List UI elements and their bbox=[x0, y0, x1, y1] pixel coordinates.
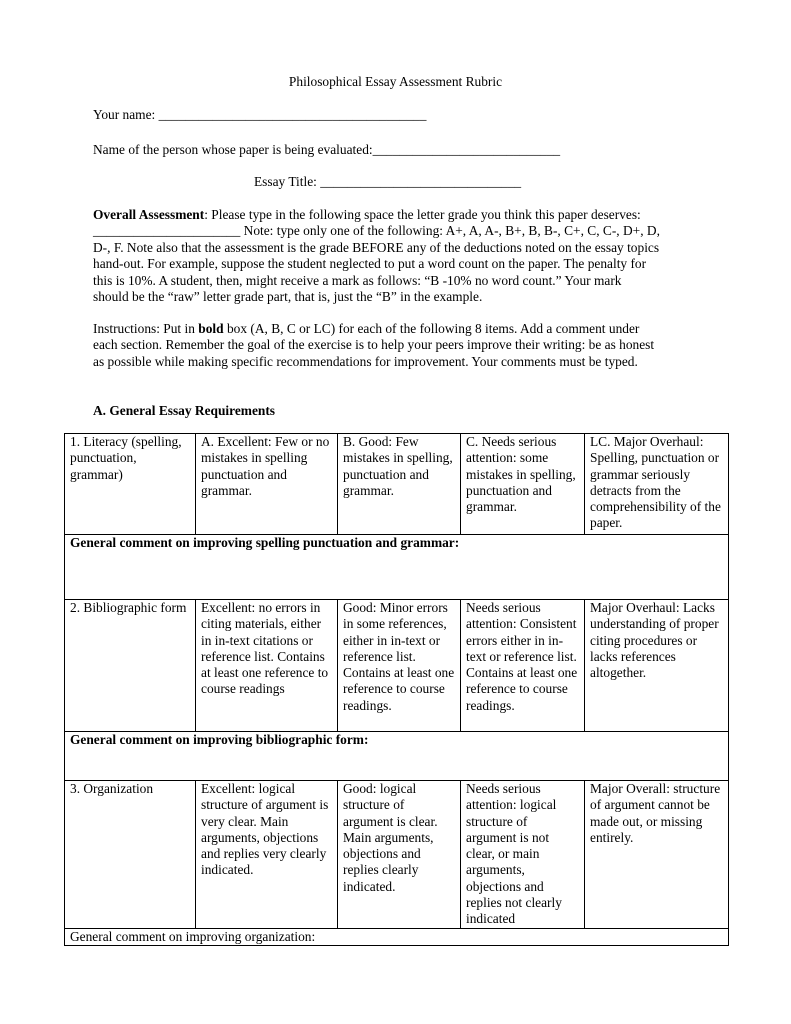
comment-cell[interactable]: General comment on improving spelling punctuation and grammar: bbox=[65, 535, 729, 600]
grade-b-cell[interactable]: Good: Minor errors in some references, either in in-text or reference list. Contains at least one reference to course readings. bbox=[338, 600, 461, 732]
criterion-cell: 2. Bibliographic form bbox=[65, 600, 196, 732]
comment-cell[interactable]: General comment on improving bibliographic form: bbox=[65, 732, 729, 781]
grade-a-cell[interactable]: Excellent: no errors in citing materials, either in in-text citations or reference list. Contains at least one reference to course readings bbox=[196, 600, 338, 732]
instructions: Instructions: Put in bold box (A, B, C or LC) for each of the following 8 items. Add a comment under each section. Remember the goal of the exercise is to help your peers improve their writing: be as honest as possible while making specific recommendations for improvement. Your comments must be typed. bbox=[93, 321, 655, 369]
rubric-table bbox=[64, 433, 729, 946]
evaluated-person-label: Name of the person whose paper is being evaluated: bbox=[93, 142, 373, 157]
section-a-heading: A. General Essay Requirements bbox=[93, 403, 276, 418]
overall-assessment: Overall Assessment: Please type in the following space the letter grade you think this paper deserves: ______________________ Note: type only one of the following: A+, A, A-, B+, B, B-, C+, C, C-, D+, D, D-, F. Note also that the assessment is the grade BEFORE any of the deductions noted on the essay topics hand-out. For example, suppose the student neglected to put a word count on the paper. The penalty for this is 10%. A student, then, might receive a mark as follows: “B -10% no word count.” Your mark should be the “raw” letter grade part, that is, just the “B” in the example. bbox=[93, 207, 660, 305]
evaluated-person-blank[interactable]: ____________________________ bbox=[372, 142, 561, 157]
your-name-blank[interactable]: ________________________________________ bbox=[158, 107, 427, 122]
rubric-row-bibliographic bbox=[65, 600, 729, 732]
criterion-cell: 1. Literacy (spelling, punctuation, grammar) bbox=[65, 434, 196, 535]
comment-row-literacy bbox=[65, 535, 729, 600]
grade-c-cell[interactable]: C. Needs serious attention: some mistakes in spelling, punctuation and grammar. bbox=[461, 434, 585, 535]
overall-grade-blank[interactable]: ______________________ bbox=[93, 223, 241, 239]
overall-assessment-heading: Overall Assessment bbox=[93, 207, 205, 222]
comment-row-bibliographic bbox=[65, 732, 729, 781]
grade-lc-cell[interactable]: LC. Major Overhaul: Spelling, punctuation or grammar seriously detracts from the comprehensibility of the paper. bbox=[585, 434, 729, 535]
evaluated-person-field[interactable] bbox=[93, 142, 560, 158]
comment-cell[interactable]: General comment on improving organization: bbox=[65, 929, 729, 946]
grade-lc-cell[interactable]: Major Overall: structure of argument cannot be made out, or missing entirely. bbox=[585, 781, 729, 929]
rubric-row-literacy bbox=[65, 434, 729, 535]
rubric-row-organization bbox=[65, 781, 729, 929]
grade-c-cell[interactable]: Needs serious attention: logical structure of argument is not clear, or main arguments, objections and replies not clearly indicated bbox=[461, 781, 585, 929]
your-name-field[interactable] bbox=[93, 107, 426, 123]
comment-row-organization bbox=[65, 929, 729, 946]
grade-b-cell[interactable]: B. Good: Few mistakes in spelling, punctuation and grammar. bbox=[338, 434, 461, 535]
your-name-label: Your name: bbox=[93, 107, 156, 122]
essay-title-blank[interactable]: ______________________________ bbox=[320, 174, 522, 189]
essay-title-label: Essay Title: bbox=[254, 174, 317, 189]
grade-b-cell[interactable]: Good: logical structure of argument is clear. Main arguments, objections and replies clearly indicated. bbox=[338, 781, 461, 929]
page-title: Philosophical Essay Assessment Rubric bbox=[288, 74, 503, 89]
grade-a-cell[interactable]: Excellent: logical structure of argument is very clear. Main arguments, objections and replies very clearly indicated. bbox=[196, 781, 338, 929]
criterion-cell: 3. Organization bbox=[65, 781, 196, 929]
grade-lc-cell[interactable]: Major Overhaul: Lacks understanding of proper citing procedures or lacks references altogether. bbox=[585, 600, 729, 732]
grade-c-cell[interactable]: Needs serious attention: Consistent errors either in in-text or reference list. Contains at least one reference to course readings. bbox=[461, 600, 585, 732]
essay-title-field[interactable] bbox=[254, 174, 521, 190]
instructions-bold-word: bold bbox=[198, 321, 224, 336]
grade-a-cell[interactable]: A. Excellent: Few or no mistakes in spelling punctuation and grammar. bbox=[196, 434, 338, 535]
